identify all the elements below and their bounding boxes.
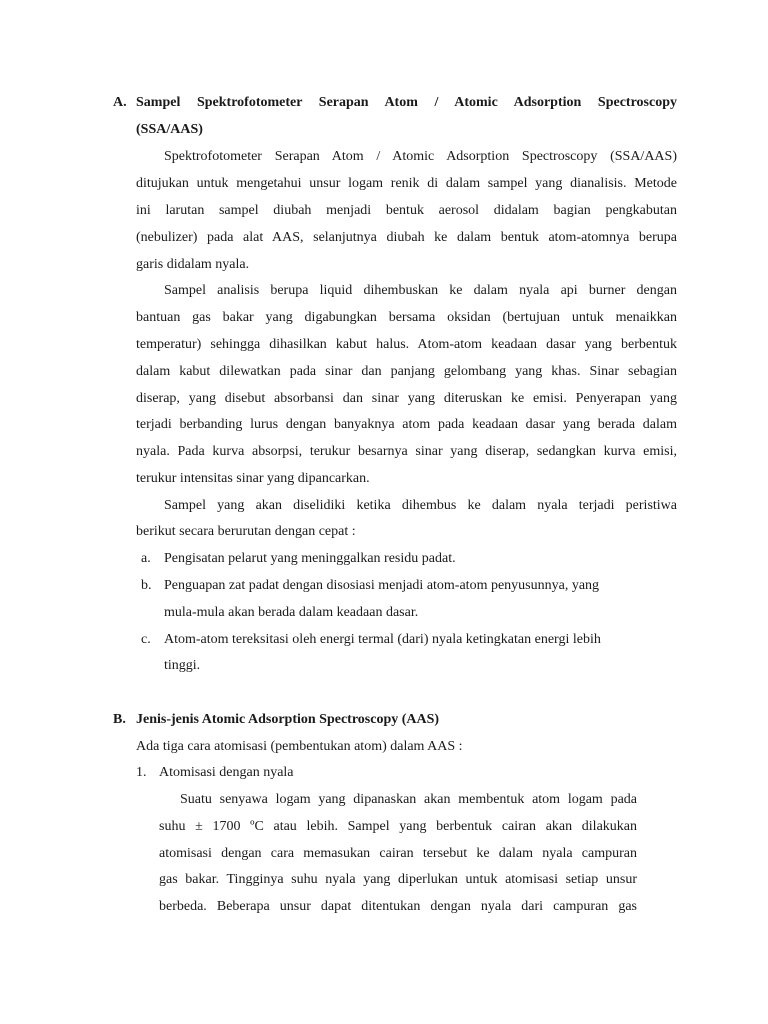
numbered-item-label: Atomisasi dengan nyala: [159, 765, 294, 780]
section-a-para2-line: [136, 363, 677, 381]
line-text: Suatu senyawa logam yang dipanaskan akan membentuk atom logam pada: [180, 792, 637, 807]
section-b-item1-line: [159, 871, 637, 889]
list-marker: a.: [141, 551, 151, 566]
section-a-heading-line1-text: Sampel Spektrofotometer Serapan Atom / Atomic Adsorption Spectroscopy: [136, 95, 677, 110]
line-text: terjadi berbanding lurus dengan banyaknya atom pada keadaan dasar yang berada dalam: [136, 417, 677, 432]
section-a-para1-line: garis didalam nyala.: [136, 257, 250, 272]
line-text: gas bakar. Tingginya suhu nyala yang diperlukan untuk atomisasi setiap unsur: [159, 872, 637, 887]
list-item-text: Penguapan zat padat dengan disosiasi menjadi atom-atom penyusunnya, yang: [164, 578, 600, 593]
section-a-para2-line: terukur intensitas sinar yang dipancarkan.: [136, 471, 370, 486]
section-a-letter: A.: [113, 95, 127, 110]
list-marker: c.: [141, 632, 151, 647]
section-b-item1-line: [159, 818, 637, 836]
list-item-text: Pengisatan pelarut yang meninggalkan residu padat.: [164, 551, 456, 566]
line-text: ditujukan untuk mengetahui unsur logam renik di dalam sampel yang dianalisis. Metode: [136, 176, 677, 191]
line-text: Sampel analisis berupa liquid dihembuskan ke dalam nyala api burner dengan: [164, 283, 677, 298]
list-item-text: Atom-atom tereksitasi oleh energi termal (dari) nyala ketingkatan energi lebih: [164, 632, 601, 647]
section-b-item1-line: [159, 898, 637, 916]
line-text: nyala. Pada kurva absorpsi, terukur besarnya sinar yang diserap, sedangkan kurva emisi,: [136, 444, 677, 459]
line-text: berbeda. Beberapa unsur dapat ditentukan dengan nyala dari campuran gas: [159, 899, 637, 914]
section-a-para1-line: [136, 202, 677, 220]
line-text: Sampel yang akan diselidiki ketika dihembus ke dalam nyala terjadi peristiwa: [164, 498, 677, 513]
section-a-para2-line: [136, 336, 677, 354]
section-a-para2-line: [136, 416, 677, 434]
line-text: atomisasi dengan cara memasukan cairan tersebut ke dalam nyala campuran: [159, 846, 637, 861]
section-a-para3-line: [164, 497, 677, 515]
section-a-para1-line: [136, 229, 677, 247]
section-a-heading-line1: [136, 94, 677, 112]
section-a-heading-line2: (SSA/AAS): [136, 122, 203, 137]
line-text: suhu ± 1700 ºC atau lebih. Sampel yang berbentuk cairan akan dilakukan: [159, 819, 637, 834]
line-text: ini larutan sampel diubah menjadi bentuk aerosol didalam bagian pengkabutan: [136, 203, 677, 218]
list-item-text: mula-mula akan berada dalam keadaan dasar.: [164, 605, 419, 620]
section-b-item1-line: [180, 791, 637, 809]
section-a-para1-line: [136, 175, 677, 193]
section-a-para2-line: [136, 309, 677, 327]
section-a-para1-line: [164, 148, 677, 166]
section-a-para2-line: [136, 390, 677, 408]
section-b-heading: Jenis-jenis Atomic Adsorption Spectroscopy (AAS): [136, 712, 440, 727]
section-a-para2-line: [164, 282, 677, 300]
section-a-para3-line: berikut secara berurutan dengan cepat :: [136, 524, 356, 539]
line-text: dalam kabut dilewatkan pada sinar dan panjang gelombang yang khas. Sinar sebagian: [136, 364, 677, 379]
line-text: (nebulizer) pada alat AAS, selanjutnya diubah ke dalam bentuk atom-atomnya berupa: [136, 230, 677, 245]
section-b-intro: Ada tiga cara atomisasi (pembentukan atom) dalam AAS :: [136, 739, 463, 754]
list-item-text: tinggi.: [164, 658, 201, 673]
line-text: diserap, yang disebut absorbansi dan sinar yang diteruskan ke emisi. Penyerapan yang: [136, 391, 677, 406]
line-text: temperatur) sehingga dihasilkan kabut halus. Atom-atom keadaan dasar yang berbentuk: [136, 337, 677, 352]
section-a-para2-line: [136, 443, 677, 461]
list-marker: b.: [141, 578, 152, 593]
section-b-item1-line: [159, 845, 637, 863]
section-b-letter: B.: [113, 712, 126, 727]
line-text: Spektrofotometer Serapan Atom / Atomic Adsorption Spectroscopy (SSA/AAS): [164, 149, 677, 164]
numbered-marker: 1.: [136, 765, 147, 780]
line-text: bantuan gas bakar yang digabungkan bersama oksidan (bertujuan untuk menaikkan: [136, 310, 677, 325]
